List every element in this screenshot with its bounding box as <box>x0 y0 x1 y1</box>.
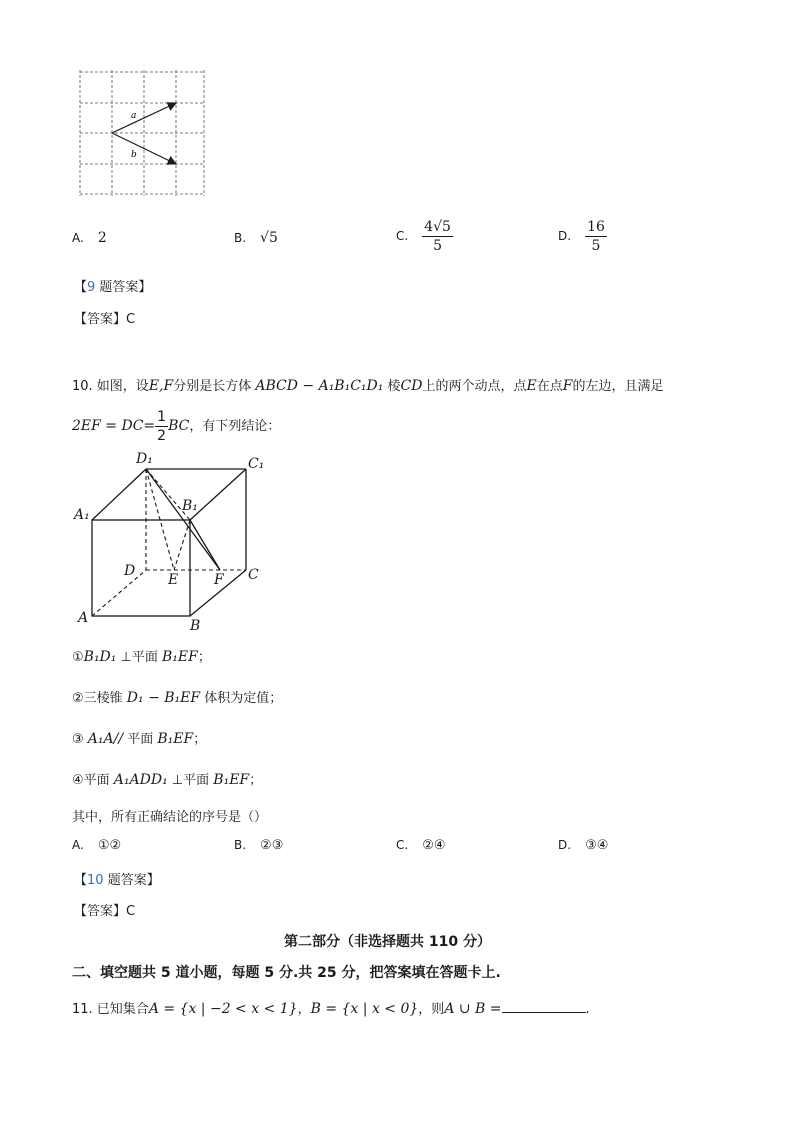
math: E <box>526 378 537 394</box>
math: B₁EF <box>157 731 194 747</box>
text: ； <box>193 732 207 747</box>
q10-statement-2 <box>72 687 282 706</box>
vertex-c: C <box>248 567 259 583</box>
text: 的左边，且满足 <box>572 379 664 394</box>
math: F <box>562 378 573 394</box>
q9-option-d <box>558 218 607 255</box>
option-label: C. <box>396 229 409 243</box>
q9-option-b <box>234 230 278 246</box>
q10-option-c <box>396 838 446 853</box>
math: B₁EF <box>162 649 198 665</box>
text: ， <box>297 1002 311 1017</box>
q10-answer: 【答案】C <box>74 904 136 919</box>
header-text: 题答案】 <box>103 873 160 888</box>
bracket: 【 <box>74 280 88 295</box>
q10-option-a <box>72 838 121 853</box>
question-number: 10 <box>87 873 104 888</box>
bracket: 【 <box>74 873 88 888</box>
q10-option-d <box>558 838 608 853</box>
option-label: B. <box>234 838 247 852</box>
vertex-a: A <box>78 610 89 626</box>
option-label: D. <box>558 229 572 243</box>
answer-blank[interactable] <box>502 1000 586 1013</box>
text: ； <box>197 650 211 665</box>
text: ④平面 <box>72 773 114 788</box>
math: A₁ADD₁ <box>113 772 168 788</box>
text: ，则 <box>418 1002 445 1017</box>
math: B = {x | x < 0} <box>310 1001 419 1017</box>
text: ① <box>72 650 84 665</box>
option-value: ②④ <box>422 838 446 853</box>
q10-statement-1 <box>72 646 211 665</box>
math: 2EF = DC= <box>72 418 156 434</box>
point-e: E <box>168 572 179 588</box>
math: A ∪ B = <box>444 1001 502 1017</box>
option-value: ①② <box>97 838 122 853</box>
question-number: 9 <box>87 280 96 295</box>
vector-b-label: b <box>131 150 137 160</box>
text: 上的两个动点，点 <box>422 379 527 394</box>
math: E,F <box>148 378 174 394</box>
q10-prompt: 其中，所有正确结论的序号是（） <box>72 810 268 825</box>
text: 10. 如图，设 <box>72 379 149 394</box>
vertex-d1: D₁ <box>136 451 153 467</box>
math: CD <box>400 378 423 394</box>
text: ⊥平面 <box>116 650 162 665</box>
point-f: F <box>214 572 224 588</box>
part2-title: 第二部分（非选择题共 110 分） <box>284 934 491 950</box>
math: D₁ − B₁EF <box>126 690 201 706</box>
text: . <box>585 1002 590 1017</box>
option-label: C. <box>396 838 409 852</box>
q11-stem <box>72 998 590 1017</box>
fraction-numerator: 16 <box>587 219 605 235</box>
option-value: ②③ <box>260 838 284 853</box>
option-label: A. <box>72 231 84 245</box>
text: 分别是长方体 <box>173 379 252 394</box>
vector-grid-figure <box>78 66 208 198</box>
fraction-numerator: 1 <box>157 409 167 425</box>
vertex-b1: B₁ <box>182 498 198 514</box>
vertex-c1: C₁ <box>248 456 265 472</box>
option-label: A. <box>72 838 84 852</box>
vertex-b: B <box>190 618 201 634</box>
text: ； <box>249 773 263 788</box>
fraction <box>422 218 453 255</box>
fraction-numerator: 4√5 <box>424 219 451 235</box>
text: ②三棱锥 <box>72 691 127 706</box>
q10-answer-header <box>74 869 160 888</box>
option-label: B. <box>234 231 247 245</box>
text: 棱 <box>387 379 401 394</box>
q10-statement-3 <box>72 728 206 747</box>
q10-stem-line2 <box>72 408 280 445</box>
text: 11. 已知集合 <box>72 1002 149 1017</box>
math: A = {x | −2 < x < 1} <box>148 1001 298 1017</box>
vector-a-label: a <box>131 111 137 121</box>
math: BC <box>168 418 190 434</box>
math: ABCD − A₁B₁C₁D₁ <box>255 378 384 394</box>
math: B₁EF <box>213 772 250 788</box>
header-text: 题答案】 <box>95 280 152 295</box>
math: B₁D₁ <box>83 649 117 665</box>
fraction-denominator: 2 <box>157 428 167 444</box>
text: 体积为定值； <box>200 691 283 706</box>
text: ⊥平面 <box>167 773 214 788</box>
q9-answer: 【答案】C <box>74 312 136 327</box>
math: A₁A// <box>87 731 124 747</box>
text: ③ <box>72 732 88 747</box>
section2-title: 二、填空题共 5 道小题，每题 5 分.共 25 分，把答案填在答题卡上. <box>72 965 501 981</box>
option-value: 2 <box>97 230 107 246</box>
cuboid-figure <box>72 446 272 636</box>
q9-answer-header <box>74 276 151 295</box>
option-value: √5 <box>260 230 278 246</box>
vertex-d: D <box>124 563 136 579</box>
q9-option-a <box>72 230 107 246</box>
q10-statement-4 <box>72 769 262 788</box>
fraction <box>155 408 168 445</box>
text: ，有下列结论： <box>189 419 281 434</box>
q10-stem-line1 <box>72 375 663 394</box>
text: 在点 <box>536 379 563 394</box>
vertex-a1: A₁ <box>74 507 90 523</box>
fraction <box>585 218 607 255</box>
fraction-denominator: 5 <box>591 238 601 254</box>
option-label: D. <box>558 838 572 852</box>
fraction-denominator: 5 <box>433 238 443 254</box>
q9-option-c <box>396 218 453 255</box>
text: 平面 <box>123 732 158 747</box>
option-value: ③④ <box>585 838 609 853</box>
q10-option-b <box>234 838 283 853</box>
